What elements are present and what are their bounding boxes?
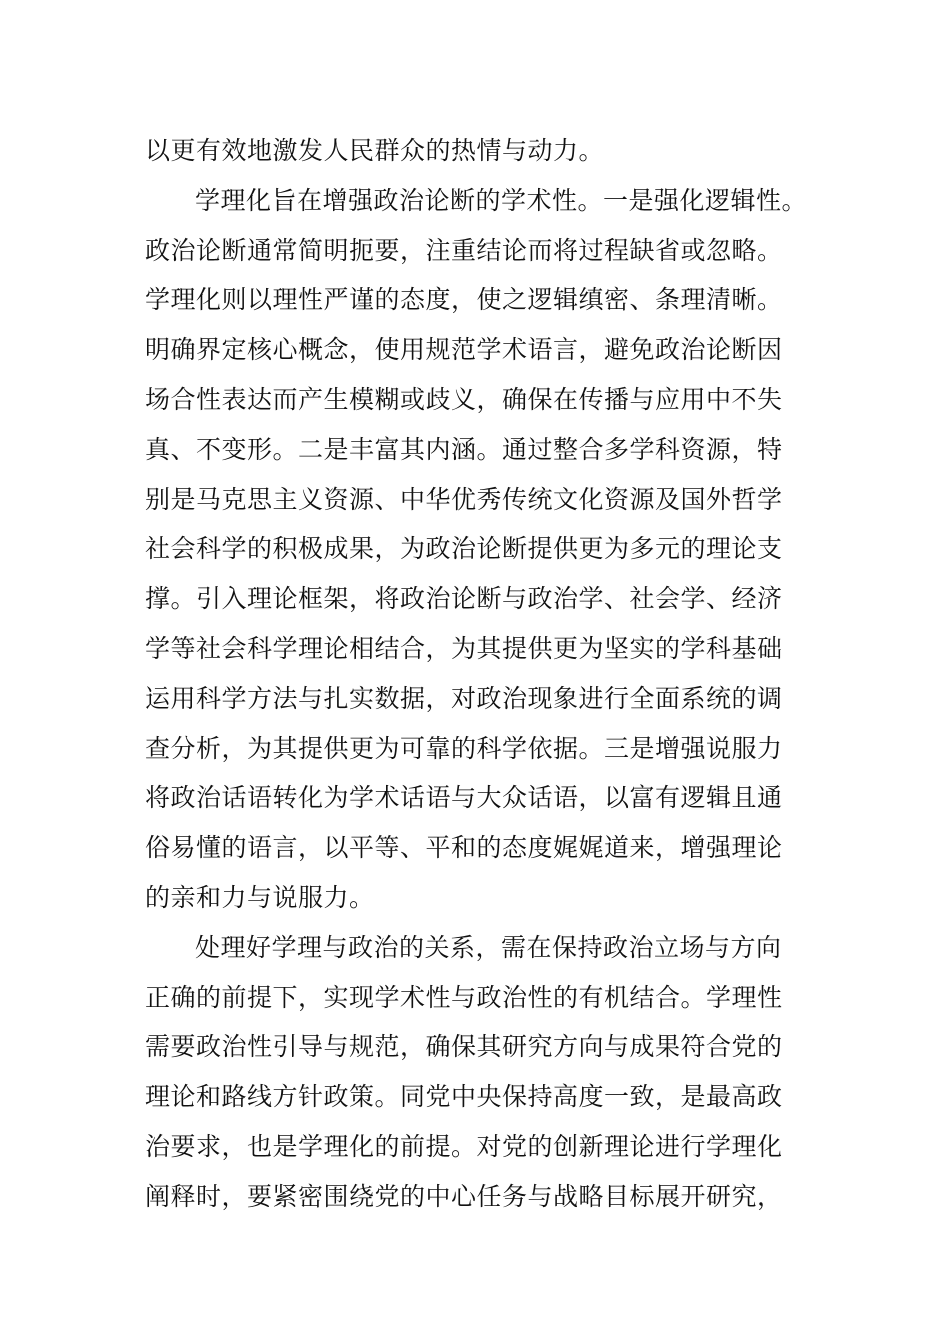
body-text — [145, 126, 825, 1222]
text-line: 明确界定核心概念，使用规范学术语言，避免政治论断因 — [145, 335, 783, 365]
paragraph-first-line: 处理好学理与政治的关系，需在保持政治立场与方向 — [195, 932, 782, 962]
text-line: 场合性表达而产生模糊或歧义，确保在传播与应用中不失 — [145, 384, 783, 414]
text-line: 查分析，为其提供更为可靠的科学依据。三是增强说服力 — [145, 733, 783, 763]
text-line: 真、不变形。二是丰富其内涵。通过整合多学科资源，特 — [145, 434, 783, 464]
text-line: 以更有效地激发人民群众的热情与动力。 — [145, 136, 605, 165]
text-line: 运用科学方法与扎实数据，对政治现象进行全面系统的调 — [145, 683, 783, 713]
text-line: 撑。引入理论框架，将政治论断与政治学、社会学、经济 — [145, 584, 783, 614]
text-line: 社会科学的积极成果，为政治论断提供更为多元的理论支 — [145, 534, 783, 564]
text-line: 将政治话语转化为学术话语与大众话语，以富有逻辑且通 — [145, 783, 783, 813]
text-line: 正确的前提下，实现学术性与政治性的有机结合。学理性 — [145, 982, 783, 1012]
text-line: 的亲和力与说服力。 — [145, 882, 375, 912]
text-line: 政治论断通常简明扼要，注重结论而将过程缺省或忽略。 — [145, 235, 783, 265]
text-line: 学理化则以理性严谨的态度，使之逻辑缜密、条理清晰。 — [145, 285, 783, 315]
text-line: 别是马克思主义资源、中华优秀传统文化资源及国外哲学 — [145, 484, 783, 514]
paragraph-first-line: 学理化旨在增强政治论断的学术性。一是强化逻辑性。 — [195, 185, 808, 215]
text-line: 学等社会科学理论相结合，为其提供更为坚实的学科基础 — [145, 633, 783, 663]
text-line: 治要求，也是学理化的前提。对党的创新理论进行学理化 — [145, 1131, 783, 1161]
text-line: 阐释时，要紧密围绕党的中心任务与战略目标展开研究， — [145, 1181, 783, 1211]
text-line: 需要政治性引导与规范，确保其研究方向与成果符合党的 — [145, 1032, 783, 1062]
text-line: 理论和路线方针政策。同党中央保持高度一致，是最高政 — [145, 1082, 783, 1112]
text-line: 俗易懂的语言，以平等、平和的态度娓娓道来，增强理论 — [145, 833, 783, 863]
